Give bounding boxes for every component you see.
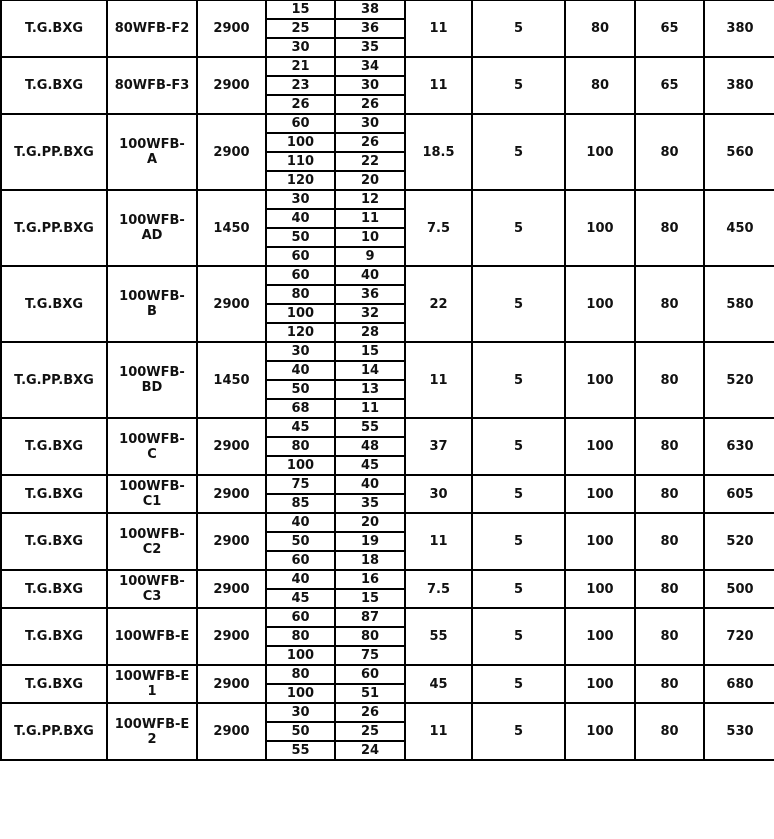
series-cell: T.G.PP.BXG — [1, 342, 107, 418]
flow-cell: 80 — [266, 627, 335, 646]
head-cell: 20 — [335, 171, 405, 190]
series-cell: T.G.BXG — [1, 57, 107, 114]
value-cell: 100 — [565, 665, 635, 703]
head-cell: 18 — [335, 551, 405, 570]
head-cell: 15 — [335, 342, 405, 361]
model-cell: 80WFB-F3 — [107, 57, 197, 114]
speed-cell: 2900 — [197, 266, 266, 342]
value-cell: 580 — [704, 266, 774, 342]
value-cell: 5 — [472, 608, 565, 665]
flow-cell: 50 — [266, 228, 335, 247]
series-cell: T.G.PP.BXG — [1, 190, 107, 266]
value-cell: 80 — [635, 266, 704, 342]
flow-cell: 100 — [266, 456, 335, 475]
value-cell: 5 — [472, 190, 565, 266]
value-cell: 5 — [472, 266, 565, 342]
flow-cell: 60 — [266, 114, 335, 133]
table-row — [1, 0, 774, 19]
flow-cell: 80 — [266, 285, 335, 304]
table-row — [1, 342, 774, 361]
head-cell: 30 — [335, 114, 405, 133]
power-cell: 11 — [405, 0, 472, 57]
value-cell: 100 — [565, 570, 635, 608]
head-cell: 20 — [335, 513, 405, 532]
flow-cell: 100 — [266, 133, 335, 152]
value-cell: 520 — [704, 513, 774, 570]
value-cell: 560 — [704, 114, 774, 190]
head-cell: 26 — [335, 133, 405, 152]
head-cell: 38 — [335, 0, 405, 19]
power-cell: 11 — [405, 703, 472, 760]
series-cell: T.G.BXG — [1, 608, 107, 665]
value-cell: 80 — [635, 703, 704, 760]
value-cell: 100 — [565, 342, 635, 418]
head-cell: 10 — [335, 228, 405, 247]
speed-cell: 1450 — [197, 342, 266, 418]
power-cell: 11 — [405, 342, 472, 418]
model-cell: 100WFB-E — [107, 608, 197, 665]
value-cell: 5 — [472, 0, 565, 57]
value-cell: 680 — [704, 665, 774, 703]
flow-cell: 85 — [266, 494, 335, 513]
flow-cell: 50 — [266, 380, 335, 399]
flow-cell: 100 — [266, 304, 335, 323]
series-cell: T.G.BXG — [1, 570, 107, 608]
model-cell: 100WFB- A — [107, 114, 197, 190]
flow-cell: 40 — [266, 570, 335, 589]
speed-cell: 2900 — [197, 608, 266, 665]
series-cell: T.G.PP.BXG — [1, 114, 107, 190]
head-cell: 60 — [335, 665, 405, 684]
flow-cell: 40 — [266, 361, 335, 380]
table-row — [1, 190, 774, 209]
value-cell: 100 — [565, 703, 635, 760]
flow-cell: 68 — [266, 399, 335, 418]
series-cell: T.G.BXG — [1, 665, 107, 703]
series-cell: T.G.BXG — [1, 418, 107, 475]
flow-cell: 40 — [266, 209, 335, 228]
head-cell: 24 — [335, 741, 405, 760]
head-cell: 25 — [335, 722, 405, 741]
value-cell: 530 — [704, 703, 774, 760]
power-cell: 55 — [405, 608, 472, 665]
model-cell: 100WFB-E 1 — [107, 665, 197, 703]
head-cell: 11 — [335, 209, 405, 228]
table-row — [1, 418, 774, 437]
flow-cell: 75 — [266, 475, 335, 494]
head-cell: 36 — [335, 19, 405, 38]
value-cell: 100 — [565, 114, 635, 190]
value-cell: 80 — [635, 475, 704, 513]
head-cell: 87 — [335, 608, 405, 627]
flow-cell: 80 — [266, 665, 335, 684]
model-cell: 100WFB-E 2 — [107, 703, 197, 760]
series-cell: T.G.BXG — [1, 0, 107, 57]
power-cell: 11 — [405, 513, 472, 570]
value-cell: 380 — [704, 0, 774, 57]
flow-cell: 60 — [266, 266, 335, 285]
flow-cell: 45 — [266, 418, 335, 437]
value-cell: 5 — [472, 570, 565, 608]
table-row — [1, 570, 774, 589]
head-cell: 30 — [335, 76, 405, 95]
flow-cell: 45 — [266, 589, 335, 608]
table-row — [1, 665, 774, 684]
model-cell: 80WFB-F2 — [107, 0, 197, 57]
series-cell: T.G.BXG — [1, 266, 107, 342]
head-cell: 75 — [335, 646, 405, 665]
value-cell: 80 — [565, 0, 635, 57]
value-cell: 5 — [472, 513, 565, 570]
head-cell: 34 — [335, 57, 405, 76]
value-cell: 80 — [635, 608, 704, 665]
flow-cell: 15 — [266, 0, 335, 19]
flow-cell: 55 — [266, 741, 335, 760]
table-row — [1, 266, 774, 285]
head-cell: 19 — [335, 532, 405, 551]
value-cell: 100 — [565, 418, 635, 475]
value-cell: 65 — [635, 0, 704, 57]
flow-cell: 50 — [266, 532, 335, 551]
value-cell: 5 — [472, 418, 565, 475]
table-row — [1, 57, 774, 76]
value-cell: 630 — [704, 418, 774, 475]
value-cell: 520 — [704, 342, 774, 418]
value-cell: 5 — [472, 57, 565, 114]
flow-cell: 23 — [266, 76, 335, 95]
speed-cell: 2900 — [197, 475, 266, 513]
table-row — [1, 608, 774, 627]
head-cell: 22 — [335, 152, 405, 171]
speed-cell: 2900 — [197, 570, 266, 608]
flow-cell: 60 — [266, 551, 335, 570]
head-cell: 16 — [335, 570, 405, 589]
flow-cell: 100 — [266, 684, 335, 703]
value-cell: 605 — [704, 475, 774, 513]
flow-cell: 30 — [266, 38, 335, 57]
series-cell: T.G.PP.BXG — [1, 703, 107, 760]
head-cell: 35 — [335, 38, 405, 57]
speed-cell: 2900 — [197, 513, 266, 570]
flow-cell: 60 — [266, 608, 335, 627]
flow-cell: 21 — [266, 57, 335, 76]
value-cell: 5 — [472, 342, 565, 418]
head-cell: 32 — [335, 304, 405, 323]
head-cell: 14 — [335, 361, 405, 380]
flow-cell: 60 — [266, 247, 335, 266]
value-cell: 5 — [472, 665, 565, 703]
flow-cell: 26 — [266, 95, 335, 114]
value-cell: 65 — [635, 57, 704, 114]
flow-cell: 30 — [266, 342, 335, 361]
flow-cell: 120 — [266, 323, 335, 342]
flow-cell: 30 — [266, 703, 335, 722]
power-cell: 37 — [405, 418, 472, 475]
head-cell: 48 — [335, 437, 405, 456]
value-cell: 720 — [704, 608, 774, 665]
head-cell: 26 — [335, 703, 405, 722]
head-cell: 36 — [335, 285, 405, 304]
head-cell: 40 — [335, 475, 405, 494]
head-cell: 15 — [335, 589, 405, 608]
head-cell: 13 — [335, 380, 405, 399]
value-cell: 100 — [565, 475, 635, 513]
value-cell: 500 — [704, 570, 774, 608]
value-cell: 5 — [472, 703, 565, 760]
model-cell: 100WFB- C — [107, 418, 197, 475]
speed-cell: 2900 — [197, 114, 266, 190]
flow-cell: 50 — [266, 722, 335, 741]
model-cell: 100WFB- AD — [107, 190, 197, 266]
model-cell: 100WFB- BD — [107, 342, 197, 418]
table-row — [1, 475, 774, 494]
head-cell: 28 — [335, 323, 405, 342]
flow-cell: 25 — [266, 19, 335, 38]
head-cell: 26 — [335, 95, 405, 114]
series-cell: T.G.BXG — [1, 475, 107, 513]
flow-cell: 100 — [266, 646, 335, 665]
model-cell: 100WFB- C3 — [107, 570, 197, 608]
table-body — [1, 0, 774, 760]
power-cell: 22 — [405, 266, 472, 342]
flow-cell: 30 — [266, 190, 335, 209]
value-cell: 80 — [635, 418, 704, 475]
power-cell: 7.5 — [405, 190, 472, 266]
value-cell: 100 — [565, 513, 635, 570]
table-row — [1, 114, 774, 133]
value-cell: 5 — [472, 114, 565, 190]
value-cell: 5 — [472, 475, 565, 513]
value-cell: 80 — [635, 190, 704, 266]
speed-cell: 2900 — [197, 0, 266, 57]
head-cell: 51 — [335, 684, 405, 703]
value-cell: 80 — [635, 570, 704, 608]
value-cell: 80 — [635, 114, 704, 190]
model-cell: 100WFB- C2 — [107, 513, 197, 570]
head-cell: 9 — [335, 247, 405, 266]
model-cell: 100WFB- B — [107, 266, 197, 342]
model-cell: 100WFB- C1 — [107, 475, 197, 513]
head-cell: 11 — [335, 399, 405, 418]
flow-cell: 80 — [266, 437, 335, 456]
power-cell: 18.5 — [405, 114, 472, 190]
flow-cell: 40 — [266, 513, 335, 532]
value-cell: 100 — [565, 266, 635, 342]
speed-cell: 2900 — [197, 703, 266, 760]
head-cell: 80 — [335, 627, 405, 646]
flow-cell: 110 — [266, 152, 335, 171]
value-cell: 100 — [565, 608, 635, 665]
head-cell: 12 — [335, 190, 405, 209]
flow-cell: 120 — [266, 171, 335, 190]
speed-cell: 2900 — [197, 665, 266, 703]
speed-cell: 2900 — [197, 418, 266, 475]
value-cell: 450 — [704, 190, 774, 266]
table-row — [1, 513, 774, 532]
table-row — [1, 703, 774, 722]
value-cell: 100 — [565, 190, 635, 266]
value-cell: 380 — [704, 57, 774, 114]
speed-cell: 1450 — [197, 190, 266, 266]
power-cell: 7.5 — [405, 570, 472, 608]
head-cell: 55 — [335, 418, 405, 437]
head-cell: 40 — [335, 266, 405, 285]
head-cell: 35 — [335, 494, 405, 513]
head-cell: 45 — [335, 456, 405, 475]
power-cell: 30 — [405, 475, 472, 513]
speed-cell: 2900 — [197, 57, 266, 114]
value-cell: 80 — [635, 342, 704, 418]
value-cell: 80 — [635, 513, 704, 570]
power-cell: 45 — [405, 665, 472, 703]
power-cell: 11 — [405, 57, 472, 114]
value-cell: 80 — [565, 57, 635, 114]
series-cell: T.G.BXG — [1, 513, 107, 570]
value-cell: 80 — [635, 665, 704, 703]
